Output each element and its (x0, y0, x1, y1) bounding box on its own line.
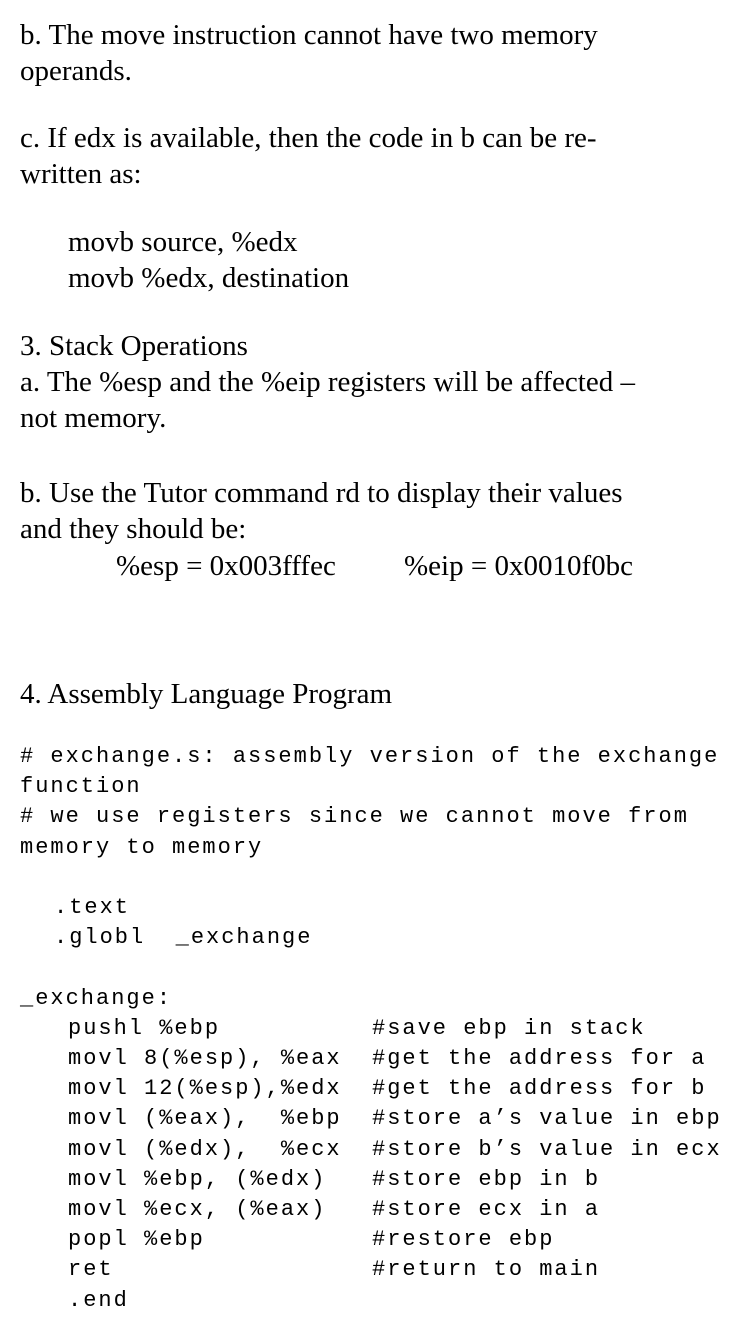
edx-note-line-2: written as: (20, 158, 142, 190)
instruction-comment: #store ebp in b (372, 1167, 601, 1192)
instruction-code: ret (68, 1257, 114, 1282)
comment-line-1a: # exchange.s: assembly version of the exchange (20, 744, 720, 769)
edx-note-line-1: c. If edx is available, then the code in b can be re- (20, 122, 597, 154)
stack-note-b-line-2: and they should be: (20, 513, 247, 545)
eip-value: %eip = 0x0010f0bc (404, 550, 633, 582)
instruction-code: movl 12(%esp),%edx (68, 1076, 342, 1101)
instruction-comment: #store b’s value in ecx (372, 1137, 722, 1162)
stack-note-b-line-1: b. Use the Tutor command rd to display their values (20, 477, 623, 509)
instruction-comment: #return to main (372, 1257, 601, 1282)
instruction-code: movl %ebp, (%edx) (68, 1167, 327, 1192)
comment-line-2b: memory to memory (20, 835, 264, 860)
esp-value: %esp = 0x003fffec (116, 550, 336, 582)
globl-directive: .globl _exchange (54, 925, 313, 950)
instruction-comment: #store a’s value in ebp (372, 1106, 722, 1131)
instruction-comment: #get the address for a (372, 1046, 707, 1071)
stack-note-a-line-2: not memory. (20, 402, 167, 434)
assembly-heading: 4. Assembly Language Program (20, 678, 393, 710)
instruction-code: movl 8(%esp), %eax (68, 1046, 342, 1071)
instruction-comment: #store ecx in a (372, 1197, 601, 1222)
instruction-code: movl %ecx, (%eax) (68, 1197, 327, 1222)
text-directive: .text (54, 895, 131, 920)
comment-line-2a: # we use registers since we cannot move from (20, 804, 689, 829)
stack-heading: 3. Stack Operations (20, 330, 248, 362)
edx-code-line-2: movb %edx, destination (68, 262, 350, 294)
instruction-code: popl %ebp (68, 1227, 205, 1252)
exchange-label: _exchange: (20, 986, 173, 1011)
edx-code-line-1: movb source, %edx (68, 226, 298, 258)
instruction-comment: #save ebp in stack (372, 1016, 646, 1041)
move-note-line-2: operands. (20, 55, 132, 87)
instruction-code: movl (%eax), %ebp (68, 1106, 342, 1131)
stack-note-a-line-1: a. The %esp and the %eip registers will be affected – (20, 366, 635, 398)
move-note-line-1: b. The move instruction cannot have two memory (20, 19, 598, 51)
instruction-code: pushl %ebp (68, 1016, 221, 1041)
instruction-code: movl (%edx), %ecx (68, 1137, 342, 1162)
end-directive: .end (68, 1288, 129, 1313)
instruction-comment: #restore ebp (372, 1227, 555, 1252)
comment-line-1b: function (20, 774, 142, 799)
instruction-comment: #get the address for b (372, 1076, 707, 1101)
